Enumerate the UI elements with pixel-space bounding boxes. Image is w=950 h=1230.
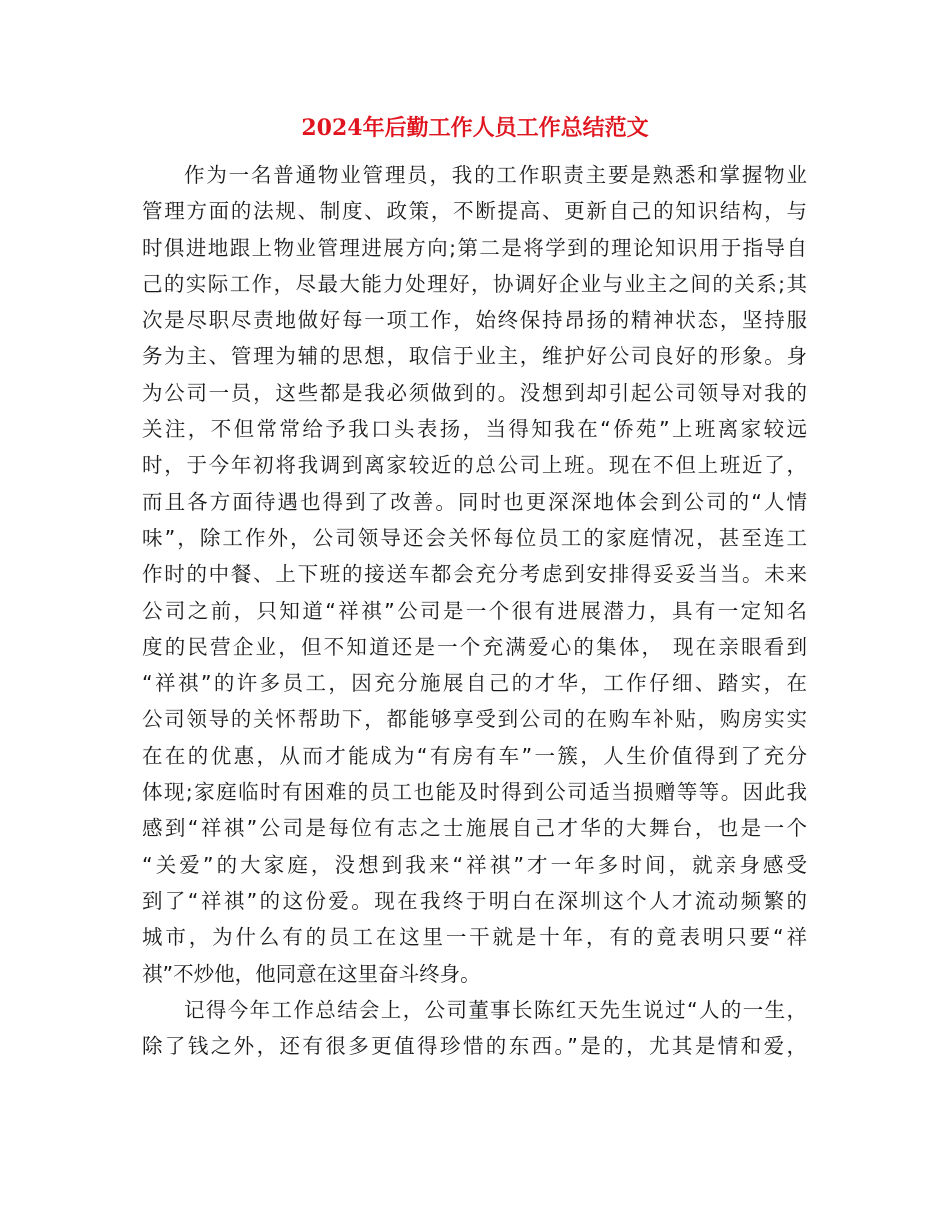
- body-line: 在在的优惠，从而才能成为“有房有车”一簇，人生价值得到了充分: [142, 743, 807, 768]
- document-title: 2024年后勤工作人员工作总结范文: [301, 115, 649, 141]
- body-line: 己的实际工作，尽最大能力处理好，协调好企业与业主之间的关系;其: [142, 271, 807, 296]
- body-line: 体现;家庭临时有困难的员工也能及时得到公司适当损赠等等。因此我: [142, 780, 807, 805]
- body-line: 管理方面的法规、制度、政策，不断提高、更新自己的知识结构，与: [142, 199, 807, 224]
- body-line: 味”，除工作外，公司领导还会关怀每位员工的家庭情况，甚至连工: [142, 525, 807, 550]
- body-line: 到了“祥祺”的这份爱。现在我终于明白在深圳这个人才流动频繁的: [142, 888, 807, 913]
- body-line: “关爱”的大家庭，没想到我来“祥祺”才一年多时间，就亲身感受: [142, 852, 807, 877]
- body-line: “祥祺”的许多员工，因充分施展自己的才华，工作仔细、踏实，在: [142, 671, 807, 696]
- body-line: 关注，不但常常给予我口头表扬，当得知我在“侨苑”上班离家较远: [142, 417, 807, 442]
- body-line: 时俱进地跟上物业管理进展方向;第二是将学到的理论知识用于指导自: [142, 235, 807, 260]
- body-line: 务为主、管理为辅的思想，取信于业主，维护好公司良好的形象。身: [142, 344, 807, 369]
- body-line: 除了钱之外，还有很多更值得珍惜的东西。”是的，尤其是情和爱，: [142, 1034, 807, 1059]
- body-line: 度的民营企业，但不知道还是一个充满爱心的集体， 现在亲眼看到: [142, 634, 807, 659]
- body-line: 感到“祥祺”公司是每位有志之士施展自己才华的大舞台，也是一个: [142, 816, 807, 841]
- body-line: 次是尽职尽责地做好每一项工作，始终保持昂扬的精神状态，坚持服: [142, 308, 807, 333]
- document-body: [142, 157, 807, 1064]
- body-line: 作为一名普通物业管理员，我的工作职责主要是熟悉和掌握物业: [184, 163, 807, 187]
- body-line: 祺”不炒他，他同意在这里奋斗终身。: [142, 961, 481, 986]
- body-line: 时，于今年初将我调到离家较近的总公司上班。现在不但上班近了，: [142, 453, 807, 478]
- body-line: 公司之前，只知道“祥祺”公司是一个很有进展潜力，具有一定知名: [142, 598, 807, 623]
- body-line: 公司领导的关怀帮助下，都能够享受到公司的在购车补贴，购房实实: [142, 707, 807, 732]
- body-line: 为公司一员，这些都是我必须做到的。没想到却引起公司领导对我的: [142, 380, 807, 405]
- body-line: 作时的中餐、上下班的接送车都会充分考虑到安排得妥妥当当。未来: [142, 562, 807, 587]
- body-line: 城市，为什么有的员工在这里一干就是十年，有的竟表明只要“祥: [142, 925, 807, 950]
- body-line: 记得今年工作总结会上，公司董事长陈红天先生说过“人的一生，: [184, 997, 807, 1022]
- body-line: 而且各方面待遇也得到了改善。同时也更深深地体会到公司的“人情: [142, 489, 807, 514]
